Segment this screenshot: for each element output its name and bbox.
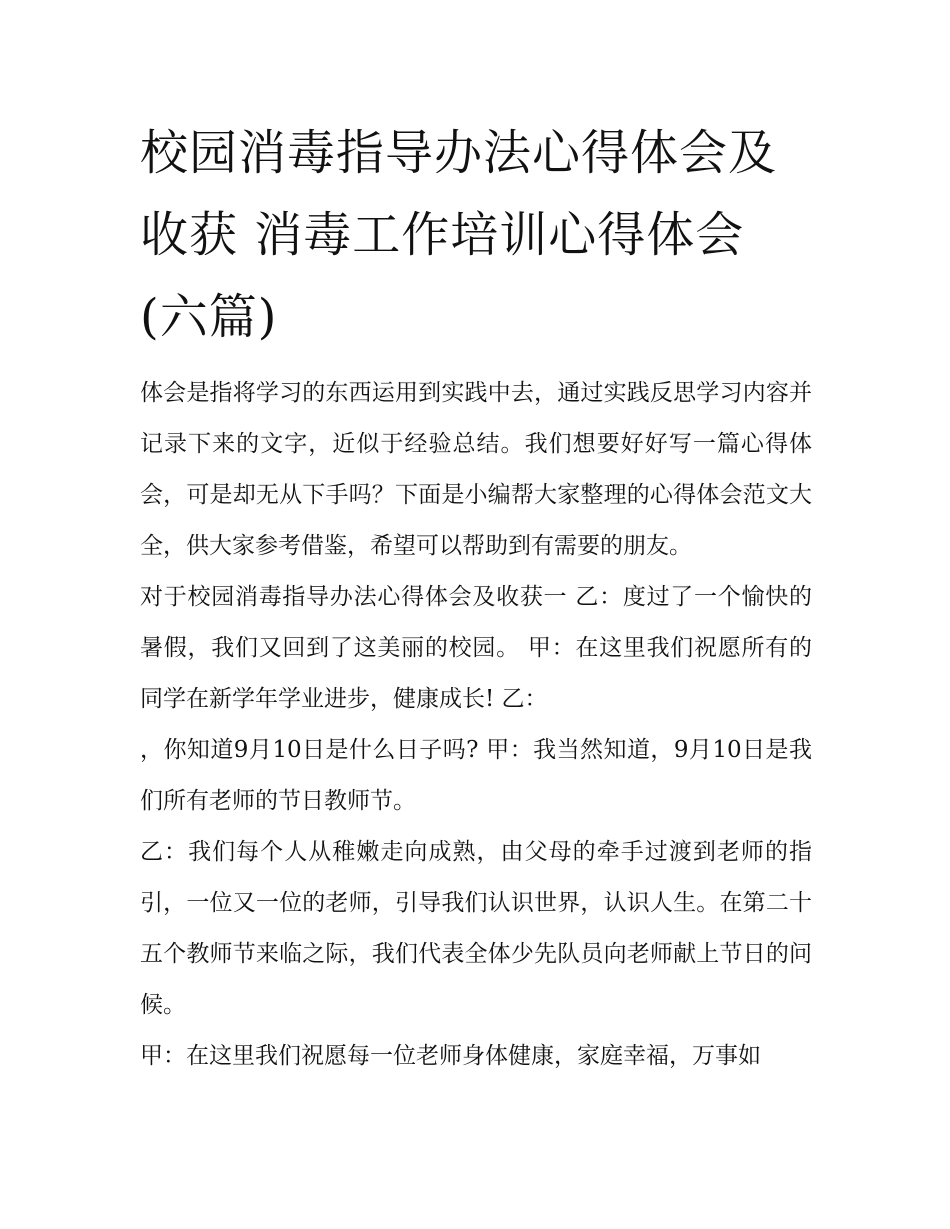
document-body — [140, 368, 812, 1082]
paragraph-dialogue-2: ，你知道9月10日是什么日子吗? 甲：我当然知道，9月10日是我们所有老师的节日教师节。 — [140, 737, 812, 814]
paragraph-dialogue-4: 甲：在这里我们祝愿每一位老师身体健康，家庭幸福，万事如 — [140, 1043, 761, 1069]
paragraph-dialogue-3: 乙：我们每个人从稚嫩走向成熟，由父母的牵手过渡到老师的指引，一位又一位的老师，引导我们认识世界，认识人生。在第二十五个教师节来临之际，我们代表全体少先队员向老师献上节日的问候。 — [140, 839, 812, 1018]
paragraph-dialogue-1: 对于校园消毒指导办法心得体会及收获一 乙：度过了一个愉快的暑假，我们又回到了这美丽的校园。 甲：在这里我们祝愿所有的同学在新学年学业进步，健康成长! 乙： — [140, 584, 812, 712]
document-page — [140, 112, 812, 1082]
paragraph-intro: 体会是指将学习的东西运用到实践中去，通过实践反思学习内容并记录下来的文字，近似于经验总结。我们想要好好写一篇心得体会，可是却无从下手吗？下面是小编帮大家整理的心得体会范文大全，供大家参考借鉴，希望可以帮助到有需要的朋友。 — [140, 380, 812, 559]
document-title: 校园消毒指导办法心得体会及收获 消毒工作培训心得体会(六篇) — [140, 125, 778, 345]
